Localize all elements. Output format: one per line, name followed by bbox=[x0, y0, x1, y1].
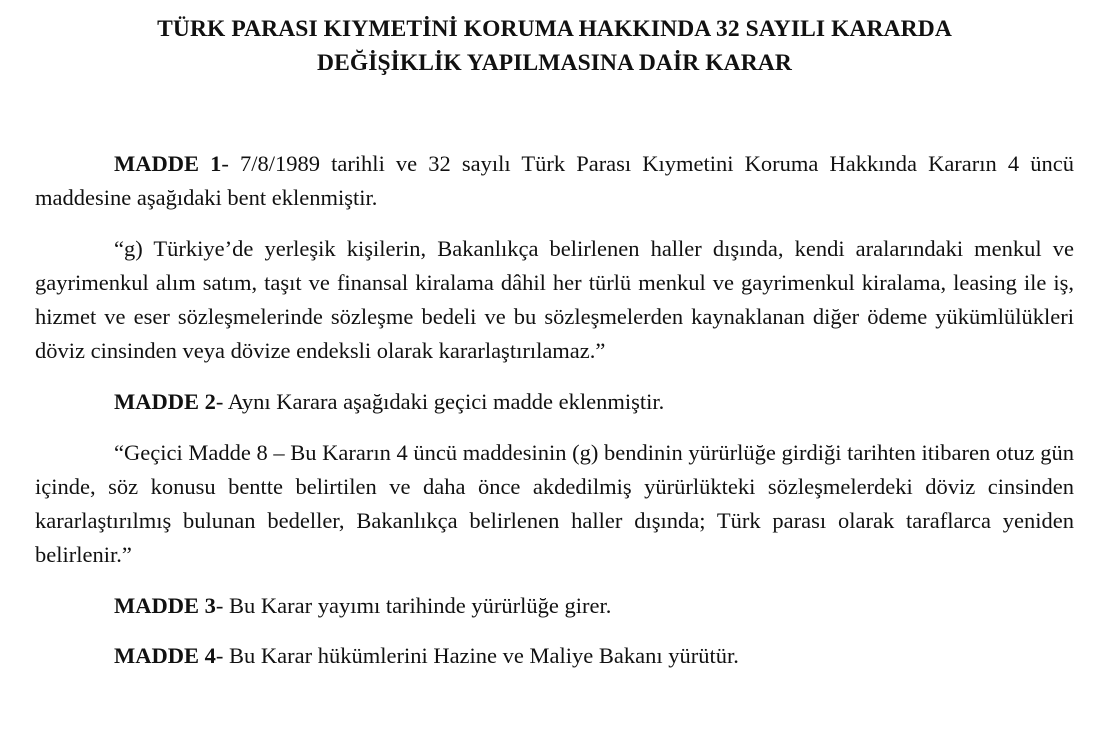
document-page bbox=[0, 12, 1105, 748]
article-2-quote: “Geçici Madde 8 – Bu Kararın 4 üncü maddesinin (g) bendinin yürürlüğe girdiği tarihten itibaren otuz gün içinde, söz konusu bentte belirtilen ve daha önce akdedilmiş yürürlükteki sözleşmelerdeki döviz cinsinden kararlaştırılmış bulunan bedeller, Bakanlıkça belirlenen haller dışında; Türk parası olarak taraflarca yeniden belirlenir.” bbox=[35, 440, 1074, 567]
article-4-label: MADDE 4 bbox=[114, 643, 216, 668]
article-1 bbox=[35, 147, 1074, 215]
article-1-text: - 7/8/1989 tarihli ve 32 sayılı Türk Parası Kıymetini Koruma Hakkında Kararın 4 üncü maddesine aşağıdaki bent eklenmiştir. bbox=[35, 151, 1074, 210]
article-2-text: - Aynı Karara aşağıdaki geçici madde eklenmiştir. bbox=[215, 389, 665, 414]
title-line-2: DEĞİŞİKLİK YAPILMASINA DAİR KARAR bbox=[317, 50, 792, 76]
article-1-quote: “g) Türkiye’de yerleşik kişilerin, Bakanlıkça belirlenen haller dışında, kendi aralarındaki menkul ve gayrimenkul alım satım, taşıt ve finansal kiralama dâhil her türlü menkul ve gayrimenkul kiralama, leasing ile iş, hizmet ve eser sözleşmelerinde sözleşme bedeli ve bu sözleşmelerden kaynaklanan diğer ödeme yükümlülükleri döviz cinsinden veya dövize endeksli olarak kararlaştırılamaz.” bbox=[35, 236, 1074, 363]
article-3-label: MADDE 3 bbox=[114, 593, 216, 618]
article-2 bbox=[35, 385, 1074, 419]
article-4-text: - Bu Karar hükümlerini Hazine ve Maliye Bakanı yürütür. bbox=[215, 643, 739, 668]
document-body bbox=[35, 147, 1074, 673]
title-line-1: TÜRK PARASI KIYMETİNİ KORUMA HAKKINDA 32 SAYILI KARARDA bbox=[157, 16, 952, 42]
article-2-label: MADDE 2 bbox=[114, 389, 216, 414]
article-3-text: - Bu Karar yayımı tarihinde yürürlüğe girer. bbox=[215, 593, 612, 618]
article-4 bbox=[35, 639, 1074, 673]
article-1-label: MADDE 1 bbox=[114, 151, 222, 176]
document-title bbox=[35, 12, 1074, 80]
article-3 bbox=[35, 589, 1074, 623]
